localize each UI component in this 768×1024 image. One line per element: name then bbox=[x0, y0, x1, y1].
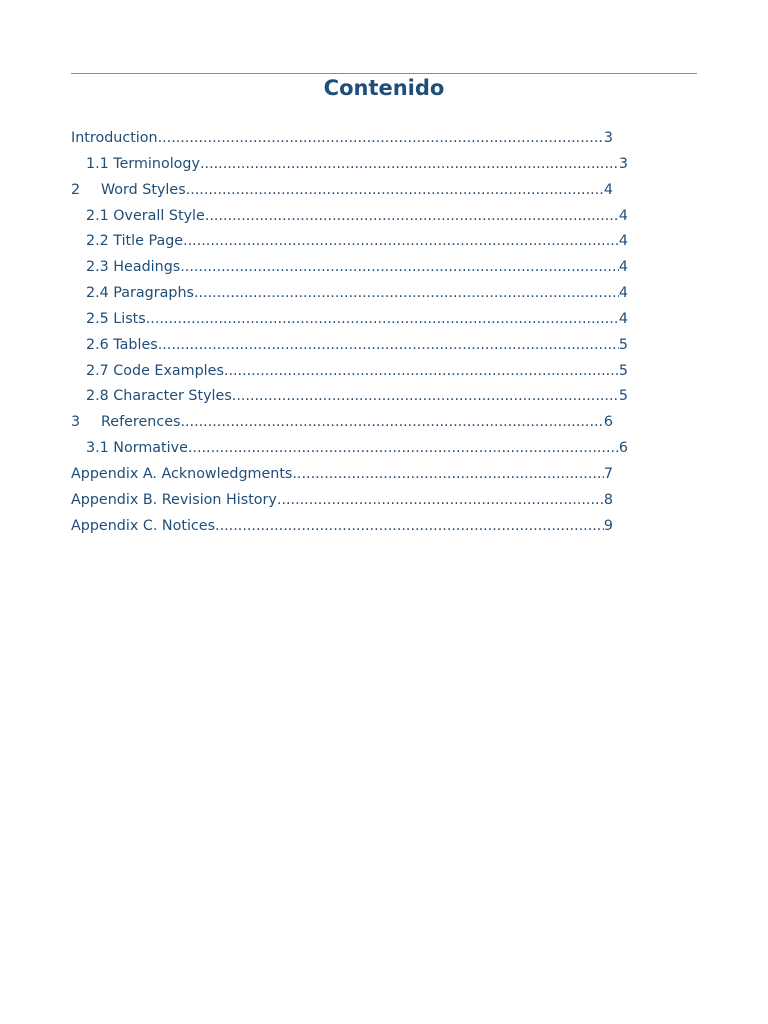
toc-dot-leader bbox=[205, 204, 619, 230]
toc-entry-page-number: 4 bbox=[618, 233, 628, 250]
toc-entry-page-number: 3 bbox=[603, 130, 613, 146]
toc-entry-page-number: 6 bbox=[603, 414, 613, 431]
toc-entry[interactable] bbox=[86, 204, 628, 230]
toc-entry[interactable] bbox=[86, 384, 628, 410]
toc-dot-leader bbox=[292, 462, 604, 488]
toc-entry[interactable] bbox=[71, 462, 613, 488]
toc-entry[interactable] bbox=[86, 281, 628, 307]
toc-entry[interactable] bbox=[86, 359, 628, 385]
toc-entry[interactable] bbox=[71, 514, 613, 540]
toc-entry-text: 2.2 Title Page bbox=[86, 233, 184, 250]
table-of-contents bbox=[0, 126, 768, 540]
toc-entry-text: 1.1 Terminology bbox=[86, 155, 200, 172]
toc-dot-leader bbox=[158, 126, 604, 152]
toc-entry-page-number: 5 bbox=[618, 388, 628, 405]
toc-entry[interactable] bbox=[71, 126, 613, 152]
toc-entry-text: 2.8 Character Styles bbox=[86, 388, 232, 405]
toc-entry[interactable] bbox=[71, 178, 613, 204]
toc-dot-leader bbox=[180, 255, 619, 281]
toc-entry-text: 3.1 Normative bbox=[86, 440, 188, 457]
toc-entry-page-number: 7 bbox=[603, 465, 613, 482]
toc-entry-text: Word Styles bbox=[101, 181, 186, 198]
toc-entry-number: 3 bbox=[71, 414, 81, 431]
toc-dot-leader bbox=[215, 514, 604, 540]
toc-entry[interactable] bbox=[71, 410, 613, 436]
toc-dot-leader bbox=[200, 152, 619, 178]
toc-entry-page-number: 5 bbox=[618, 362, 628, 379]
toc-entry-page-number: 4 bbox=[618, 259, 628, 276]
toc-entry-page-number: 4 bbox=[603, 181, 613, 198]
toc-entry-page-number: 4 bbox=[618, 285, 628, 302]
toc-entry-text: References bbox=[101, 414, 181, 431]
toc-entry-text: Appendix C. Notices bbox=[71, 517, 216, 534]
toc-entry-page-number: 4 bbox=[618, 310, 628, 327]
toc-entry-text: 2.1 Overall Style bbox=[86, 207, 205, 224]
toc-entry-text: Appendix A. Acknowledgments bbox=[71, 465, 293, 482]
toc-entry-page-number: 8 bbox=[603, 491, 613, 508]
toc-entry[interactable] bbox=[86, 436, 628, 462]
toc-entry-text: Appendix B. Revision History bbox=[71, 491, 277, 508]
toc-entry-page-number: 4 bbox=[618, 207, 628, 224]
toc-dot-leader bbox=[180, 410, 603, 436]
toc-dot-leader bbox=[146, 307, 619, 333]
toc-entry-page-number: 5 bbox=[618, 336, 628, 353]
toc-entry-page-number: 6 bbox=[618, 440, 628, 457]
toc-dot-leader bbox=[188, 436, 619, 462]
toc-entry-text: 2.4 Paragraphs bbox=[86, 285, 194, 302]
toc-entry-text: 2.7 Code Examples bbox=[86, 362, 224, 379]
toc-entry-text: 2.6 Tables bbox=[86, 336, 158, 353]
toc-dot-leader bbox=[158, 333, 619, 359]
toc-entry[interactable] bbox=[86, 255, 628, 281]
toc-entry[interactable] bbox=[86, 229, 628, 255]
toc-dot-leader bbox=[277, 488, 604, 514]
toc-entry-text: 2.3 Headings bbox=[86, 259, 181, 276]
toc-entry-page-number: 3 bbox=[618, 155, 628, 172]
toc-dot-leader bbox=[183, 229, 619, 255]
toc-entry[interactable] bbox=[86, 307, 628, 333]
toc-entry[interactable] bbox=[86, 152, 628, 178]
toc-entry[interactable] bbox=[86, 333, 628, 359]
toc-entry-page-number: 9 bbox=[603, 517, 613, 534]
toc-dot-leader bbox=[194, 281, 619, 307]
toc-dot-leader bbox=[224, 359, 619, 385]
toc-dot-leader bbox=[186, 178, 604, 204]
toc-title: Contenido bbox=[323, 76, 445, 100]
toc-dot-leader bbox=[232, 384, 619, 410]
toc-entry-text: 2.5 Lists bbox=[86, 310, 146, 327]
toc-entry-text: Introduction bbox=[71, 130, 158, 146]
toc-entry-number: 2 bbox=[71, 181, 81, 198]
toc-entry[interactable] bbox=[71, 488, 613, 514]
